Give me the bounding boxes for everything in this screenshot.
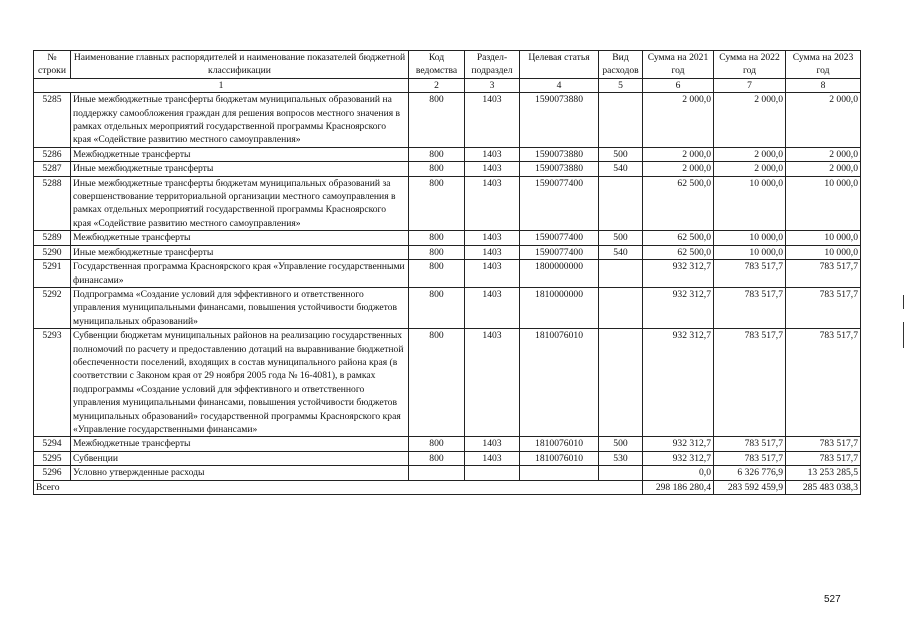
row-name: Условно утвержденные расходы [71,466,409,480]
row-target-article: 1590073880 [520,93,599,148]
row-sum-2023: 13 253 285,5 [786,466,861,480]
table-row [34,451,861,465]
row-number: 5289 [34,231,71,245]
row-number: 5293 [34,329,71,437]
row-sum-2021: 2 000,0 [643,162,714,176]
row-expense-kind [599,260,643,288]
header-expense-kind: Вид расходов [599,51,643,79]
row-name: Межбюджетные трансферты [71,437,409,451]
page-number: 527 [824,594,841,605]
row-department-code [409,466,465,480]
row-section: 1403 [465,162,520,176]
row-number: 5285 [34,93,71,148]
row-sum-2022: 2 000,0 [714,147,786,161]
table-row [34,147,861,161]
column-number: 5 [599,78,643,92]
total-label: Всего [34,480,643,494]
row-number: 5294 [34,437,71,451]
row-sum-2023: 783 517,7 [786,260,861,288]
row-name: Субвенции [71,451,409,465]
row-expense-kind [599,93,643,148]
row-name: Субвенции бюджетам муниципальных районов на реализацию государственных полномочий по расчету и предоставлению дотаций на выравнивание бюджетной обеспеченности поселений, входящих в состав муниципального района края (в соответствии с Законом края от 29 ноября 2005 года № 16-4081), в рамках подпрограммы «Создание условий для эффективного и ответственного управления муниципальными финансами, повышения устойчивости бюджетов муниципальных образований» государственной программы Красноярского края «Управление государственными финансами» [71,329,409,437]
header-department-code: Код ведомства [409,51,465,79]
row-sum-2022: 783 517,7 [714,287,786,328]
table-row [34,437,861,451]
row-target-article: 1590073880 [520,147,599,161]
total-sum-2022: 283 592 459,9 [714,480,786,494]
row-sum-2023: 10 000,0 [786,176,861,231]
row-section: 1403 [465,93,520,148]
row-sum-2023: 2 000,0 [786,162,861,176]
row-department-code: 800 [409,176,465,231]
table-header [34,51,861,93]
table-row [34,260,861,288]
row-expense-kind [599,466,643,480]
total-sum-2021: 298 186 280,4 [643,480,714,494]
total-sum-2023: 285 483 038,3 [786,480,861,494]
row-sum-2022: 783 517,7 [714,329,786,437]
row-sum-2022: 10 000,0 [714,245,786,259]
column-number: 8 [786,78,861,92]
row-sum-2021: 932 312,7 [643,260,714,288]
scan-margin-mark [903,295,904,309]
row-number: 5295 [34,451,71,465]
row-sum-2023: 2 000,0 [786,93,861,148]
row-sum-2022: 783 517,7 [714,260,786,288]
row-sum-2021: 932 312,7 [643,287,714,328]
total-row [34,480,861,494]
row-expense-kind [599,287,643,328]
row-target-article: 1810000000 [520,287,599,328]
table-row [34,162,861,176]
table-row [34,231,861,245]
column-number: 1 [34,78,409,92]
header-name: Наименование главных распорядителей и наименование показателей бюджетной классификации [71,51,409,79]
table-row [34,287,861,328]
row-sum-2021: 0,0 [643,466,714,480]
row-sum-2023: 783 517,7 [786,287,861,328]
row-sum-2022: 6 326 776,9 [714,466,786,480]
row-section: 1403 [465,147,520,161]
row-expense-kind: 500 [599,147,643,161]
row-section: 1403 [465,287,520,328]
row-target-article: 1590077400 [520,176,599,231]
column-number: 3 [465,78,520,92]
row-expense-kind: 540 [599,245,643,259]
row-target-article: 1590077400 [520,231,599,245]
row-expense-kind: 540 [599,162,643,176]
row-department-code: 800 [409,329,465,437]
column-number: 4 [520,78,599,92]
table-row [34,93,861,148]
row-target-article: 1590073880 [520,162,599,176]
row-department-code: 800 [409,162,465,176]
row-target-article: 1800000000 [520,260,599,288]
row-name: Межбюджетные трансферты [71,147,409,161]
row-sum-2021: 2 000,0 [643,93,714,148]
scan-margin-mark [903,322,904,348]
row-sum-2022: 10 000,0 [714,231,786,245]
column-number: 2 [409,78,465,92]
row-name: Государственная программа Красноярского края «Управление государственными финансами» [71,260,409,288]
row-sum-2021: 932 312,7 [643,437,714,451]
row-section: 1403 [465,260,520,288]
column-number: 6 [643,78,714,92]
row-number: 5286 [34,147,71,161]
table-row [34,329,861,437]
row-department-code: 800 [409,437,465,451]
row-number: 5288 [34,176,71,231]
row-name: Иные межбюджетные трансферты бюджетам муниципальных образований за совершенствование территориальной организации местного самоуправления в рамках отдельных мероприятий государственной программы Красноярского края «Содействие развитию местного самоуправления» [71,176,409,231]
row-sum-2023: 10 000,0 [786,231,861,245]
row-department-code: 800 [409,451,465,465]
row-section: 1403 [465,176,520,231]
row-number: 5292 [34,287,71,328]
row-department-code: 800 [409,287,465,328]
table-row [34,176,861,231]
row-sum-2023: 2 000,0 [786,147,861,161]
row-sum-2023: 783 517,7 [786,451,861,465]
row-expense-kind [599,329,643,437]
row-target-article: 1810076010 [520,329,599,437]
row-sum-2023: 783 517,7 [786,437,861,451]
column-number-row [34,78,861,92]
row-sum-2022: 2 000,0 [714,162,786,176]
row-number: 5296 [34,466,71,480]
header-target-article: Целевая статья [520,51,599,79]
row-sum-2021: 62 500,0 [643,245,714,259]
row-sum-2022: 783 517,7 [714,451,786,465]
row-expense-kind [599,176,643,231]
row-sum-2022: 783 517,7 [714,437,786,451]
row-target-article [520,466,599,480]
budget-table [33,50,861,495]
row-name: Иные межбюджетные трансферты [71,162,409,176]
row-section: 1403 [465,231,520,245]
row-sum-2021: 2 000,0 [643,147,714,161]
row-sum-2023: 783 517,7 [786,329,861,437]
row-sum-2021: 62 500,0 [643,231,714,245]
row-name: Подпрограмма «Создание условий для эффективного и ответственного управления муниципальными финансами, повышения устойчивости бюджетов муниципальных образований» [71,287,409,328]
row-number: 5291 [34,260,71,288]
row-sum-2021: 932 312,7 [643,329,714,437]
table-body [34,93,861,480]
row-expense-kind: 530 [599,451,643,465]
row-section: 1403 [465,437,520,451]
row-name: Межбюджетные трансферты [71,231,409,245]
table-row [34,245,861,259]
row-department-code: 800 [409,260,465,288]
header-row-number: № строки [34,51,71,79]
row-section: 1403 [465,245,520,259]
row-department-code: 800 [409,231,465,245]
column-number: 7 [714,78,786,92]
row-expense-kind: 500 [599,437,643,451]
row-target-article: 1810076010 [520,451,599,465]
header-sum-2022: Сумма на 2022 год [714,51,786,79]
header-sum-2023: Сумма на 2023 год [786,51,861,79]
row-department-code: 800 [409,147,465,161]
row-department-code: 800 [409,93,465,148]
row-target-article: 1590077400 [520,245,599,259]
row-name: Иные межбюджетные трансферты бюджетам муниципальных образований на поддержку самообложения граждан для решения вопросов местного значения в рамках отдельных мероприятий государственной программы Красноярского края «Содействие развитию местного самоуправления» [71,93,409,148]
row-sum-2022: 10 000,0 [714,176,786,231]
header-sum-2021: Сумма на 2021 год [643,51,714,79]
row-target-article: 1810076010 [520,437,599,451]
row-sum-2021: 62 500,0 [643,176,714,231]
row-section: 1403 [465,329,520,437]
header-section: Раздел-подраздел [465,51,520,79]
row-department-code: 800 [409,245,465,259]
row-sum-2022: 2 000,0 [714,93,786,148]
row-number: 5290 [34,245,71,259]
row-expense-kind: 500 [599,231,643,245]
row-section [465,466,520,480]
row-sum-2021: 932 312,7 [643,451,714,465]
row-section: 1403 [465,451,520,465]
table-row [34,466,861,480]
row-number: 5287 [34,162,71,176]
row-sum-2023: 10 000,0 [786,245,861,259]
row-name: Иные межбюджетные трансферты [71,245,409,259]
